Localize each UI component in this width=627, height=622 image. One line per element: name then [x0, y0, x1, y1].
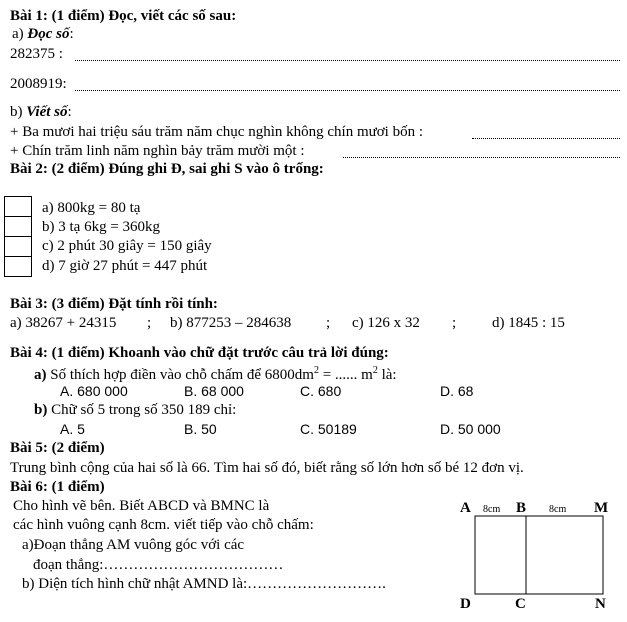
b4-a-option-a[interactable]: A. 680 000: [60, 383, 128, 399]
b4-title: Bài 4: (1 điểm) Khoanh vào chữ đặt trước câu trả lời đúng:: [10, 345, 389, 361]
b3-item-c: c) 126 x 32: [352, 315, 420, 331]
b2-item-c: c) 2 phút 30 giây = 150 giây: [42, 238, 212, 254]
label-d: D: [460, 596, 471, 612]
b3-separator-2: ;: [326, 315, 331, 331]
label-c: C: [515, 596, 526, 612]
b2-item-a: a) 800kg = 80 tạ: [42, 200, 141, 216]
b4-question-b: b) Chữ số 5 trong số 350 189 chỉ:: [34, 402, 237, 418]
b1-write-2: + Chín trăm linh năm nghìn bảy trăm mười một :: [10, 143, 305, 159]
b1-answer-line-3[interactable]: [472, 138, 620, 139]
b3-item-d: d) 1845 : 15: [492, 315, 565, 331]
b3-item-b: b) 877253 – 284638: [170, 315, 292, 331]
b1-title: Bài 1: (1 điểm) Đọc, viết các số sau:: [10, 8, 237, 24]
b4-a-option-c[interactable]: C. 680: [300, 383, 342, 399]
label-a: A: [460, 500, 471, 516]
b1-answer-line-4[interactable]: [343, 157, 620, 158]
b1-write-1: + Ba mươi hai triệu sáu trăm năm chục nghìn không chín mươi bốn :: [10, 124, 424, 140]
b3-item-a: a) 38267 + 24315: [10, 315, 117, 331]
b6-line-4: đoạn thẳng:………………………………: [33, 557, 284, 573]
b1-a-heading: a) Đọc số:: [12, 26, 74, 42]
b4-a-option-b[interactable]: B. 68 000: [184, 383, 244, 399]
squares-figure: [450, 496, 620, 618]
b1-number-2: 2008919:: [10, 76, 67, 92]
b6-line-3: a)Đoạn thẳng AM vuông góc với các: [22, 537, 245, 553]
b6-line-2: các hình vuông cạnh 8cm. viết tiếp vào chỗ chấm:: [13, 517, 314, 533]
b5-title: Bài 5: (2 điểm): [10, 440, 105, 456]
b4-b-option-a[interactable]: A. 5: [60, 421, 85, 437]
b1-answer-line-2[interactable]: [75, 90, 620, 91]
b4-b-option-c[interactable]: C. 50189: [300, 421, 357, 437]
b4-question-a: a) Số thích hợp điền vào chỗ chấm để $6800dm^2$ = ...... $m^2$ là:: [34, 365, 397, 383]
b2-answer-box-d[interactable]: [4, 256, 32, 277]
b6-line-5: b) Diện tích hình chữ nhật AMND là:……………………….: [22, 576, 386, 592]
b2-answer-box-c[interactable]: [4, 236, 32, 257]
b1-answer-line-1[interactable]: [75, 60, 620, 61]
b1-b-label: Viết số: [26, 104, 68, 120]
length-bm: 8cm: [549, 504, 567, 515]
b3-title: Bài 3: (3 điểm) Đặt tính rồi tính:: [10, 296, 218, 312]
label-n: N: [595, 596, 606, 612]
label-b: B: [516, 500, 527, 516]
b2-answer-box-a[interactable]: [4, 196, 32, 217]
b2-answer-box-b[interactable]: [4, 216, 32, 237]
b5-text: Trung bình cộng của hai số là 66. Tìm hai số đó, biết rằng số lớn hơn số bé 12 đơn vị.: [10, 460, 524, 476]
b1-number-1: 282375 :: [10, 46, 63, 62]
b1-b-heading: b) Viết số:: [10, 104, 72, 120]
b4-b-option-d[interactable]: D. 50 000: [440, 421, 501, 437]
label-m: M: [594, 500, 609, 516]
b2-item-d: d) 7 giờ 27 phút = 447 phút: [42, 258, 208, 274]
b4-a-option-d[interactable]: D. 68: [440, 383, 474, 399]
b3-separator-1: ;: [147, 315, 152, 331]
b6-line-1: Cho hình vẽ bên. Biết ABCD và BMNC là: [13, 498, 270, 514]
b1-a-label: Đọc số: [27, 26, 70, 42]
rectangle-amnd: [475, 516, 603, 594]
b6-title: Bài 6: (1 điểm): [10, 479, 105, 495]
length-ab: 8cm: [483, 504, 501, 515]
b2-item-b: b) 3 tạ 6kg = 360kg: [42, 219, 161, 235]
b3-separator-3: ;: [452, 315, 457, 331]
b2-title: Bài 2: (2 điểm) Đúng ghi Đ, sai ghi S vào ô trống:: [10, 161, 324, 177]
b4-b-option-b[interactable]: B. 50: [184, 421, 217, 437]
